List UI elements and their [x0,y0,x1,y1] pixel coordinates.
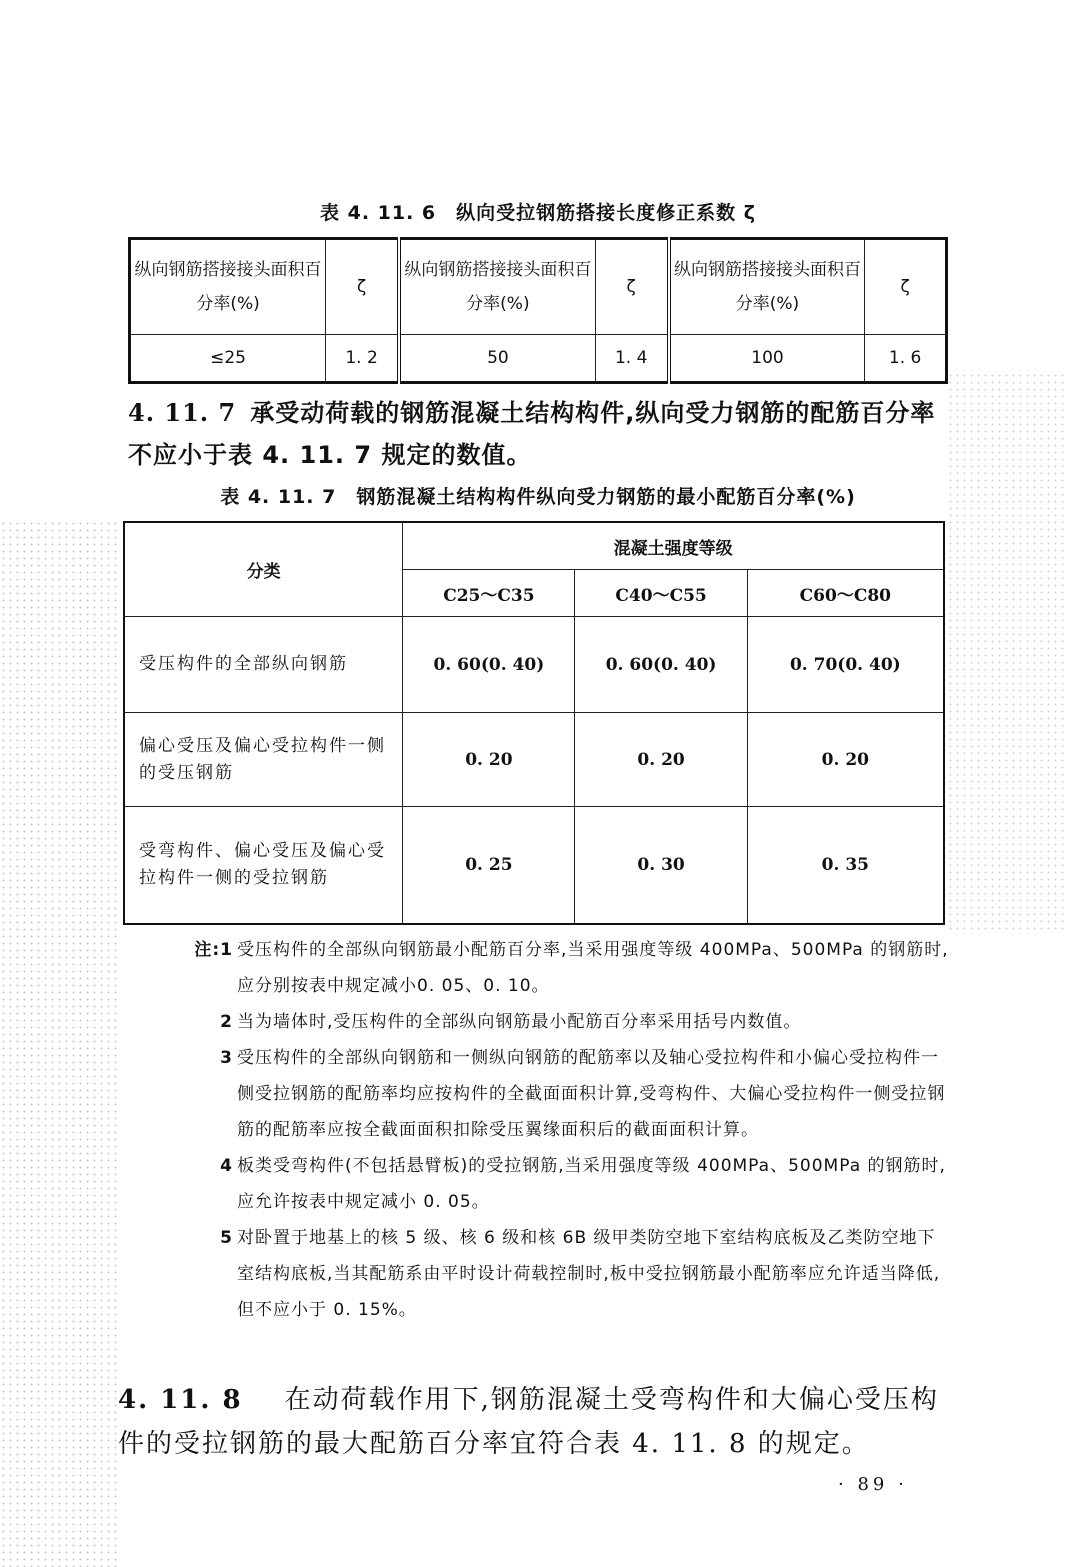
header-cell: 纵向钢筋搭接接头面积百分率(%) [669,239,865,335]
note-item [165,932,950,1004]
table-cell-category: 受压构件的全部纵向钢筋 [124,617,403,713]
table-cell: 0. 35 [747,807,944,924]
note-label: 3 [220,1048,233,1068]
table-cell-category: 偏心受压及偏心受拉构件一侧的受压钢筋 [124,713,403,807]
header-cell: 纵向钢筋搭接接头面积百分率(%) [130,239,326,335]
table-cell: 100 [669,335,865,383]
table-cell: 50 [399,335,595,383]
table-header-row [124,522,944,570]
header-cell-grade: C40～C55 [575,570,747,617]
table-row [124,807,944,924]
section-number: 4. 11. 7 [128,398,237,427]
table-cell: 1. 2 [326,335,400,383]
table-cell: 0. 60(0. 40) [403,617,575,713]
page-number: · 89 · [838,1474,908,1495]
note-text: 对卧置于地基上的核 5 级、核 6 级和核 6B 级甲类防空地下室结构底板及乙类防空地下室结构底板,当其配筋系由平时设计荷载控制时,板中受拉钢筋最小配筋率应允许适当降低,但不应小于 0. 15%。 [237,1228,941,1320]
scan-dot-pattern-right [947,372,1067,932]
table-cell: 0. 70(0. 40) [747,617,944,713]
note-text: 受压构件的全部纵向钢筋和一侧纵向钢筋的配筋率以及轴心受拉构件和小偏心受拉构件一侧受拉钢筋的配筋率均应按构件的全截面面积计算,受弯构件、大偏心受拉构件一侧受拉钢筋的配筋率应按全截面面积扣除受压翼缘面积后的截面面积计算。 [237,1048,946,1140]
header-cell: ζ [865,239,947,335]
section-4-11-7 [128,392,948,476]
table-4-11-7-caption: 表 4. 11. 7 钢筋混凝土结构构件纵向受力钢筋的最小配筋百分率(%) [220,486,856,508]
header-cell: ζ [595,239,669,335]
table-header-row [130,239,947,335]
note-label: 2 [220,1012,233,1032]
note-text: 板类受弯构件(不包括悬臂板)的受拉钢筋,当采用强度等级 400MPa、500MPa 的钢筋时,应允许按表中规定减小 0. 05。 [237,1156,946,1212]
note-item [165,1004,950,1040]
header-cell-category: 分类 [124,522,403,617]
header-cell-grade-group: 混凝土强度等级 [403,522,944,570]
note-label: 注:1 [194,940,233,960]
section-number: 4. 11. 8 [118,1385,243,1415]
section-text: 在动荷载作用下,钢筋混凝土受弯构件和大偏心受压构件的受拉钢筋的最大配筋百分率宜符合表 4. 11. 8 的规定。 [118,1385,939,1459]
table-row [124,713,944,807]
table-cell: 1. 6 [865,335,947,383]
table-4-11-7 [123,521,945,925]
scan-dot-pattern-left [0,520,118,1567]
note-text: 受压构件的全部纵向钢筋最小配筋百分率,当采用强度等级 400MPa、500MPa 的钢筋时,应分别按表中规定减小0. 05、0. 10。 [237,940,949,996]
header-cell-grade: C25～C35 [403,570,575,617]
header-cell: ζ [326,239,400,335]
table-cell: 0. 20 [575,713,747,807]
table-cell: 1. 4 [595,335,669,383]
table-cell: 0. 25 [403,807,575,924]
header-cell: 纵向钢筋搭接接头面积百分率(%) [399,239,595,335]
table-4-11-6-caption: 表 4. 11. 6 纵向受拉钢筋搭接长度修正系数 ζ [319,202,756,224]
table-notes [165,932,950,1328]
table-cell: 0. 30 [575,807,747,924]
table-4-11-6 [128,237,948,384]
table-row [130,335,947,383]
table-cell: 0. 20 [747,713,944,807]
section-4-11-8 [118,1378,948,1466]
table-row [124,617,944,713]
note-label: 4 [220,1156,233,1176]
note-item [165,1148,950,1220]
table-cell-category: 受弯构件、偏心受压及偏心受拉构件一侧的受拉钢筋 [124,807,403,924]
note-label: 5 [220,1228,233,1248]
table-cell: 0. 20 [403,713,575,807]
table-cell: 0. 60(0. 40) [575,617,747,713]
header-cell-grade: C60～C80 [747,570,944,617]
table-cell: ≤25 [130,335,326,383]
section-text: 承受动荷载的钢筋混凝土结构构件,纵向受力钢筋的配筋百分率不应小于表 4. 11. 7 规定的数值。 [128,399,936,469]
note-item [165,1040,950,1148]
note-item [165,1220,950,1328]
note-text: 当为墙体时,受压构件的全部纵向钢筋最小配筋百分率采用括号内数值。 [237,1012,802,1032]
